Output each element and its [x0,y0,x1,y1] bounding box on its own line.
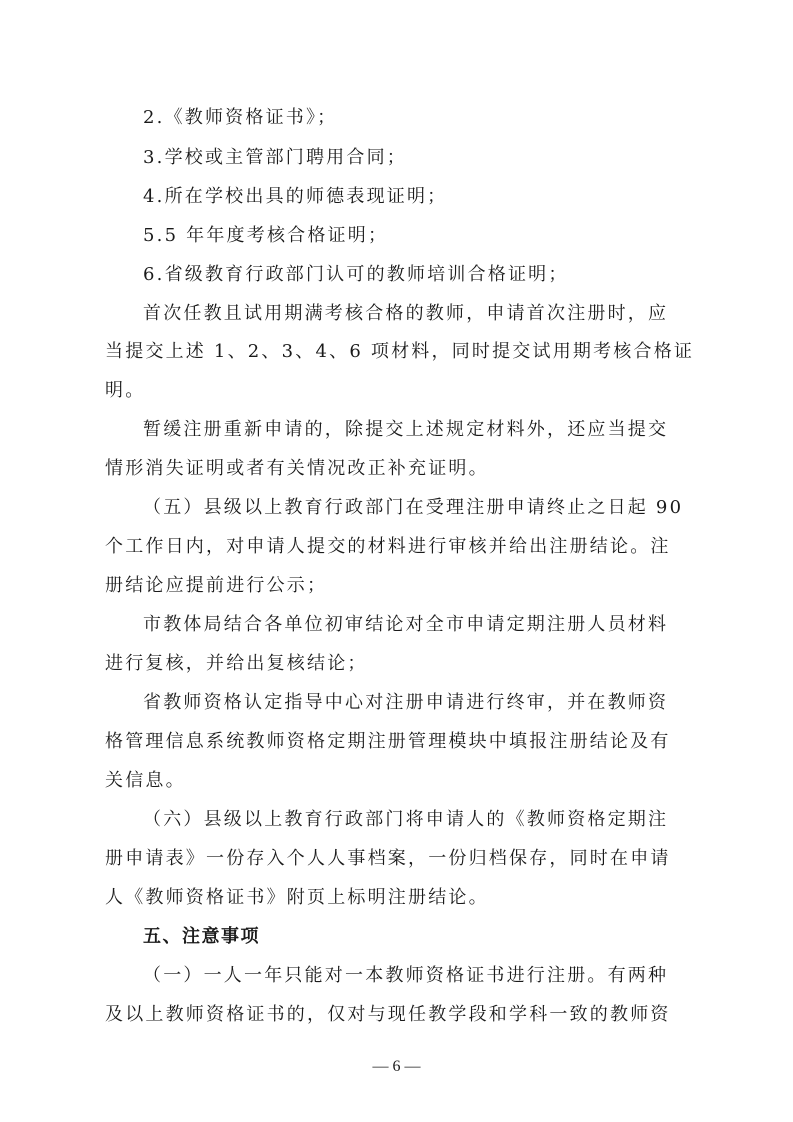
page-number: — 6 — [372,1058,421,1075]
paragraph-line: （六）县级以上教育行政部门将申请人的《教师资格定期注 [143,809,669,830]
paragraph-line: 进行复核，并给出复核结论； [105,653,368,674]
list-item-2: 2.《教师资格证书》； [143,107,338,128]
paragraph-line: 市教体局结合各单位初审结论对全市申请定期注册人员材料 [143,614,669,635]
paragraph-line: 暂缓注册重新申请的，除提交上述规定材料外，还应当提交 [143,419,669,440]
list-item-3: 3.学校或主管部门聘用合同； [143,147,407,168]
paragraph-line: 明。 [105,380,146,401]
paragraph-line: 册结论应提前进行公示； [105,575,328,596]
paragraph-line: 格管理信息系统教师资格定期注册管理模块中填报注册结论及有 [105,731,671,752]
section-heading: 五、注意事项 [143,926,260,947]
paragraph-line: （一）一人一年只能对一本教师资格证书进行注册。有两种 [143,965,669,986]
list-item-5: 5.5 年年度考核合格证明； [143,225,389,246]
list-item-6: 6.省级教育行政部门认可的教师培训合格证明； [143,264,569,285]
paragraph-line: 册申请表》一份存入个人人事档案，一份归档保存，同时在申请 [105,848,671,869]
paragraph-line: 个工作日内，对申请人提交的材料进行审核并给出注册结论。注 [105,536,671,557]
paragraph-line: 关信息。 [105,770,186,791]
paragraph-line: （五）县级以上教育行政部门在受理注册申请终止之日起 90 [143,497,684,518]
paragraph-line: 人《教师资格证书》附页上标明注册结论。 [105,887,489,908]
paragraph-line: 当提交上述 1、2、3、4、6 项材料，同时提交试用期考核合格证 [105,341,695,362]
paragraph-line: 省教师资格认定指导中心对注册申请进行终审，并在教师资 [143,692,669,713]
paragraph-line: 情形消失证明或者有关情况改正补充证明。 [105,458,489,479]
paragraph-line: 首次任教且试用期满考核合格的教师，申请首次注册时，应 [143,303,669,324]
paragraph-line: 及以上教师资格证书的，仅对与现任教学段和学科一致的教师资 [105,1004,671,1025]
list-item-4: 4.所在学校出具的师德表现证明； [143,186,448,207]
